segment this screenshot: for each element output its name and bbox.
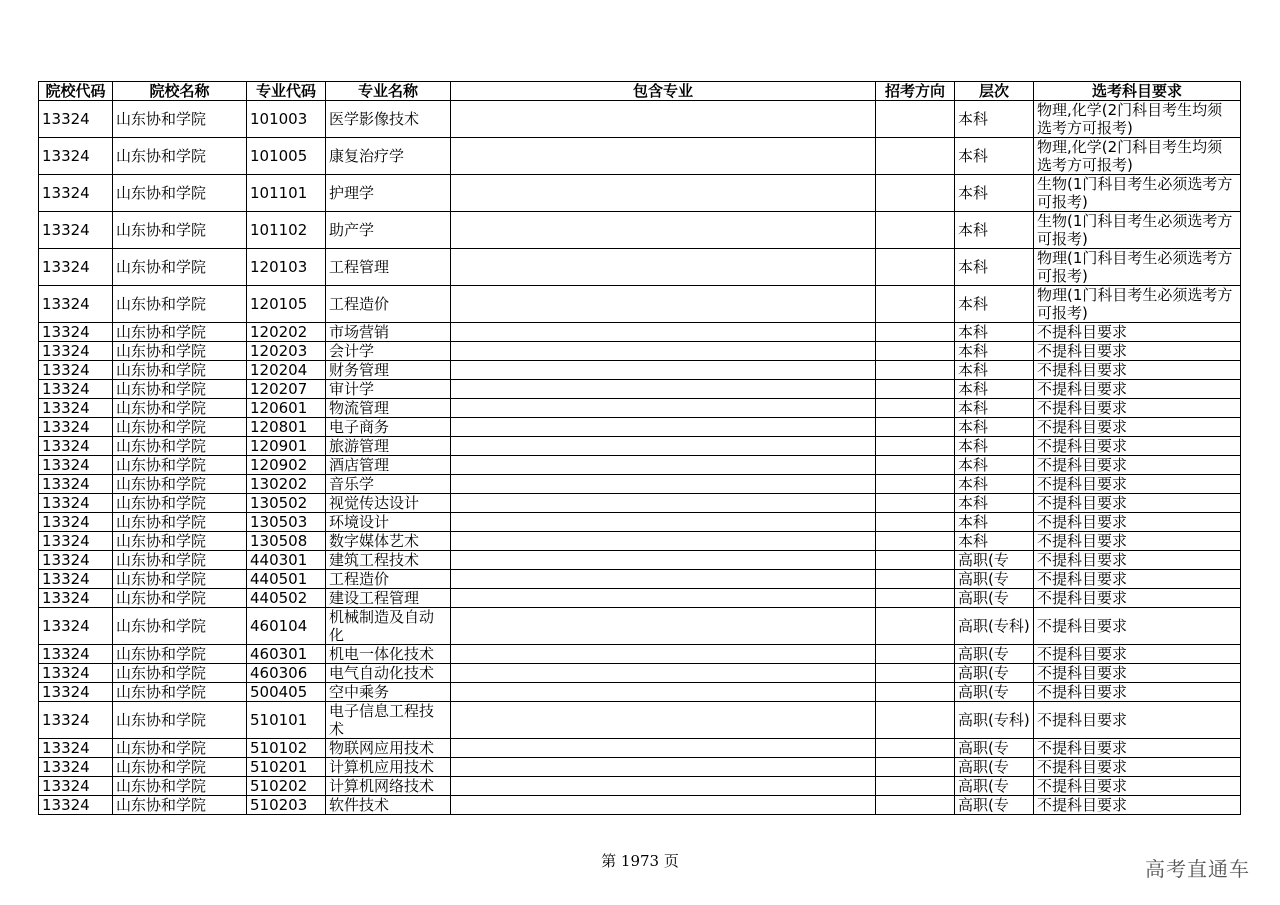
direction-cell [876, 570, 955, 589]
level-cell: 本科 [955, 249, 1034, 286]
major-name-cell: 空中乘务 [326, 683, 451, 702]
included-majors-cell [451, 323, 876, 342]
school-name-cell: 山东协和学院 [113, 212, 247, 249]
table-row [39, 323, 1241, 342]
subject-requirement-cell: 不提科目要求 [1034, 570, 1241, 589]
level-cell: 本科 [955, 399, 1034, 418]
table-row [39, 138, 1241, 175]
major-code-cell: 510201 [247, 758, 326, 777]
major-name-cell: 建设工程管理 [326, 589, 451, 608]
level-cell: 本科 [955, 437, 1034, 456]
level-cell: 本科 [955, 101, 1034, 138]
level-cell: 本科 [955, 494, 1034, 513]
included-majors-cell [451, 758, 876, 777]
major-code-cell: 101102 [247, 212, 326, 249]
subject-requirement-cell: 不提科目要求 [1034, 323, 1241, 342]
subject-requirement-cell: 物理,化学(2门科目考生均须选考方可报考) [1034, 138, 1241, 175]
level-cell: 高职(专 [955, 777, 1034, 796]
direction-cell [876, 551, 955, 570]
level-cell: 高职(专科) [955, 608, 1034, 645]
included-majors-cell [451, 286, 876, 323]
level-cell: 本科 [955, 175, 1034, 212]
school-name-cell: 山东协和学院 [113, 361, 247, 380]
major-name-cell: 助产学 [326, 212, 451, 249]
table-row [39, 437, 1241, 456]
level-cell: 高职(专 [955, 758, 1034, 777]
school-code-cell: 13324 [39, 664, 113, 683]
school-name-cell: 山东协和学院 [113, 323, 247, 342]
major-name-cell: 医学影像技术 [326, 101, 451, 138]
level-cell: 高职(专 [955, 796, 1034, 815]
school-code-cell: 13324 [39, 138, 113, 175]
included-majors-cell [451, 437, 876, 456]
direction-cell [876, 286, 955, 323]
table-row [39, 513, 1241, 532]
direction-cell [876, 342, 955, 361]
school-code-cell: 13324 [39, 645, 113, 664]
school-name-cell: 山东协和学院 [113, 456, 247, 475]
direction-cell [876, 249, 955, 286]
included-majors-cell [451, 570, 876, 589]
major-code-cell: 460306 [247, 664, 326, 683]
school-name-cell: 山东协和学院 [113, 475, 247, 494]
level-cell: 高职(专 [955, 551, 1034, 570]
subject-requirement-cell: 不提科目要求 [1034, 758, 1241, 777]
included-majors-cell [451, 342, 876, 361]
major-code-cell: 130502 [247, 494, 326, 513]
direction-cell [876, 702, 955, 739]
level-cell: 本科 [955, 323, 1034, 342]
direction-cell [876, 645, 955, 664]
major-code-cell: 101003 [247, 101, 326, 138]
header-included-majors: 包含专业 [451, 82, 876, 101]
subject-requirement-cell: 不提科目要求 [1034, 608, 1241, 645]
school-name-cell: 山东协和学院 [113, 138, 247, 175]
school-name-cell: 山东协和学院 [113, 683, 247, 702]
header-level: 层次 [955, 82, 1034, 101]
subject-requirement-cell: 不提科目要求 [1034, 456, 1241, 475]
major-name-cell: 物联网应用技术 [326, 739, 451, 758]
included-majors-cell [451, 456, 876, 475]
table-row [39, 101, 1241, 138]
school-code-cell: 13324 [39, 342, 113, 361]
major-name-cell: 旅游管理 [326, 437, 451, 456]
direction-cell [876, 739, 955, 758]
included-majors-cell [451, 138, 876, 175]
direction-cell [876, 664, 955, 683]
direction-cell [876, 361, 955, 380]
school-code-cell: 13324 [39, 608, 113, 645]
subject-requirement-cell: 不提科目要求 [1034, 645, 1241, 664]
table-row [39, 551, 1241, 570]
school-name-cell: 山东协和学院 [113, 175, 247, 212]
table-row [39, 702, 1241, 739]
included-majors-cell [451, 101, 876, 138]
table-row [39, 475, 1241, 494]
major-code-cell: 120204 [247, 361, 326, 380]
school-name-cell: 山东协和学院 [113, 645, 247, 664]
major-name-cell: 审计学 [326, 380, 451, 399]
included-majors-cell [451, 513, 876, 532]
subject-requirement-cell: 不提科目要求 [1034, 683, 1241, 702]
major-code-cell: 101101 [247, 175, 326, 212]
major-name-cell: 建筑工程技术 [326, 551, 451, 570]
major-code-cell: 120202 [247, 323, 326, 342]
subject-requirement-cell: 不提科目要求 [1034, 664, 1241, 683]
school-name-cell: 山东协和学院 [113, 380, 247, 399]
direction-cell [876, 683, 955, 702]
level-cell: 本科 [955, 361, 1034, 380]
school-code-cell: 13324 [39, 175, 113, 212]
table-row [39, 777, 1241, 796]
level-cell: 本科 [955, 342, 1034, 361]
table-row [39, 361, 1241, 380]
major-code-cell: 440301 [247, 551, 326, 570]
major-code-cell: 120105 [247, 286, 326, 323]
header-major-name: 专业名称 [326, 82, 451, 101]
major-name-cell: 电气自动化技术 [326, 664, 451, 683]
subject-requirement-cell: 不提科目要求 [1034, 380, 1241, 399]
subject-requirement-cell: 不提科目要求 [1034, 418, 1241, 437]
header-school-code: 院校代码 [39, 82, 113, 101]
table-row [39, 739, 1241, 758]
school-code-cell: 13324 [39, 494, 113, 513]
major-name-cell: 酒店管理 [326, 456, 451, 475]
direction-cell [876, 456, 955, 475]
school-code-cell: 13324 [39, 437, 113, 456]
school-code-cell: 13324 [39, 796, 113, 815]
included-majors-cell [451, 249, 876, 286]
school-code-cell: 13324 [39, 758, 113, 777]
table-row [39, 399, 1241, 418]
direction-cell [876, 212, 955, 249]
direction-cell [876, 323, 955, 342]
subject-requirement-cell: 物理(1门科目考生必须选考方可报考) [1034, 286, 1241, 323]
table-row [39, 664, 1241, 683]
subject-requirement-cell: 不提科目要求 [1034, 796, 1241, 815]
table-row [39, 608, 1241, 645]
school-code-cell: 13324 [39, 399, 113, 418]
included-majors-cell [451, 212, 876, 249]
school-code-cell: 13324 [39, 380, 113, 399]
included-majors-cell [451, 683, 876, 702]
school-name-cell: 山东协和学院 [113, 249, 247, 286]
direction-cell [876, 494, 955, 513]
table-row [39, 212, 1241, 249]
major-code-cell: 510102 [247, 739, 326, 758]
subject-requirement-cell: 不提科目要求 [1034, 551, 1241, 570]
major-name-cell: 工程造价 [326, 570, 451, 589]
table-row [39, 758, 1241, 777]
table-row [39, 249, 1241, 286]
major-code-cell: 500405 [247, 683, 326, 702]
major-name-cell: 机电一体化技术 [326, 645, 451, 664]
subject-requirement-cell: 不提科目要求 [1034, 702, 1241, 739]
table-header-row [39, 82, 1241, 101]
school-code-cell: 13324 [39, 456, 113, 475]
school-code-cell: 13324 [39, 475, 113, 494]
level-cell: 高职(专 [955, 739, 1034, 758]
school-name-cell: 山东协和学院 [113, 608, 247, 645]
level-cell: 高职(专 [955, 570, 1034, 589]
school-name-cell: 山东协和学院 [113, 570, 247, 589]
major-code-cell: 130503 [247, 513, 326, 532]
school-name-cell: 山东协和学院 [113, 418, 247, 437]
subject-requirement-cell: 物理(1门科目考生必须选考方可报考) [1034, 249, 1241, 286]
level-cell: 本科 [955, 380, 1034, 399]
direction-cell [876, 513, 955, 532]
subject-requirement-cell: 不提科目要求 [1034, 513, 1241, 532]
page-number: 第 1973 页 [601, 852, 679, 870]
subject-requirement-cell: 不提科目要求 [1034, 739, 1241, 758]
subject-requirement-cell: 不提科目要求 [1034, 475, 1241, 494]
table-body [39, 101, 1241, 815]
major-name-cell: 数字媒体艺术 [326, 532, 451, 551]
included-majors-cell [451, 551, 876, 570]
major-name-cell: 护理学 [326, 175, 451, 212]
subject-requirement-cell: 不提科目要求 [1034, 777, 1241, 796]
direction-cell [876, 101, 955, 138]
major-code-cell: 120902 [247, 456, 326, 475]
level-cell: 高职(专 [955, 645, 1034, 664]
school-code-cell: 13324 [39, 532, 113, 551]
subject-requirement-cell: 不提科目要求 [1034, 589, 1241, 608]
direction-cell [876, 399, 955, 418]
major-code-cell: 120801 [247, 418, 326, 437]
table-row [39, 418, 1241, 437]
school-name-cell: 山东协和学院 [113, 494, 247, 513]
school-name-cell: 山东协和学院 [113, 589, 247, 608]
header-major-code: 专业代码 [247, 82, 326, 101]
level-cell: 高职(专 [955, 664, 1034, 683]
level-cell: 本科 [955, 456, 1034, 475]
level-cell: 高职(专 [955, 589, 1034, 608]
major-name-cell: 工程管理 [326, 249, 451, 286]
included-majors-cell [451, 739, 876, 758]
watermark-text: 高考直通车 [1145, 857, 1250, 881]
major-name-cell: 市场营销 [326, 323, 451, 342]
school-code-cell: 13324 [39, 683, 113, 702]
included-majors-cell [451, 399, 876, 418]
table-row [39, 570, 1241, 589]
table-row [39, 532, 1241, 551]
major-name-cell: 机械制造及自动化 [326, 608, 451, 645]
school-name-cell: 山东协和学院 [113, 532, 247, 551]
school-code-cell: 13324 [39, 249, 113, 286]
included-majors-cell [451, 494, 876, 513]
table-row [39, 796, 1241, 815]
major-name-cell: 环境设计 [326, 513, 451, 532]
school-name-cell: 山东协和学院 [113, 664, 247, 683]
school-name-cell: 山东协和学院 [113, 513, 247, 532]
school-code-cell: 13324 [39, 418, 113, 437]
major-code-cell: 130202 [247, 475, 326, 494]
subject-requirement-cell: 物理,化学(2门科目考生均须选考方可报考) [1034, 101, 1241, 138]
major-code-cell: 120601 [247, 399, 326, 418]
direction-cell [876, 380, 955, 399]
major-name-cell: 工程造价 [326, 286, 451, 323]
major-code-cell: 101005 [247, 138, 326, 175]
direction-cell [876, 175, 955, 212]
major-code-cell: 120203 [247, 342, 326, 361]
direction-cell [876, 758, 955, 777]
major-name-cell: 会计学 [326, 342, 451, 361]
level-cell: 本科 [955, 138, 1034, 175]
major-name-cell: 电子信息工程技术 [326, 702, 451, 739]
major-code-cell: 120207 [247, 380, 326, 399]
school-code-cell: 13324 [39, 739, 113, 758]
direction-cell [876, 437, 955, 456]
school-code-cell: 13324 [39, 589, 113, 608]
level-cell: 本科 [955, 475, 1034, 494]
major-name-cell: 视觉传达设计 [326, 494, 451, 513]
level-cell: 本科 [955, 513, 1034, 532]
table-row [39, 589, 1241, 608]
school-name-cell: 山东协和学院 [113, 758, 247, 777]
included-majors-cell [451, 380, 876, 399]
school-name-cell: 山东协和学院 [113, 101, 247, 138]
school-code-cell: 13324 [39, 570, 113, 589]
major-code-cell: 510202 [247, 777, 326, 796]
level-cell: 高职(专 [955, 683, 1034, 702]
included-majors-cell [451, 589, 876, 608]
header-direction: 招考方向 [876, 82, 955, 101]
table-row [39, 175, 1241, 212]
school-code-cell: 13324 [39, 702, 113, 739]
major-code-cell: 440501 [247, 570, 326, 589]
school-name-cell: 山东协和学院 [113, 777, 247, 796]
major-name-cell: 计算机网络技术 [326, 777, 451, 796]
subject-requirement-cell: 不提科目要求 [1034, 361, 1241, 380]
direction-cell [876, 418, 955, 437]
major-name-cell: 财务管理 [326, 361, 451, 380]
subject-requirement-cell: 生物(1门科目考生必须选考方可报考) [1034, 212, 1241, 249]
table-row [39, 456, 1241, 475]
school-name-cell: 山东协和学院 [113, 551, 247, 570]
subject-requirement-cell: 不提科目要求 [1034, 494, 1241, 513]
table-row [39, 342, 1241, 361]
direction-cell [876, 475, 955, 494]
major-name-cell: 电子商务 [326, 418, 451, 437]
subject-requirement-cell: 不提科目要求 [1034, 437, 1241, 456]
included-majors-cell [451, 418, 876, 437]
major-name-cell: 计算机应用技术 [326, 758, 451, 777]
major-code-cell: 120901 [247, 437, 326, 456]
direction-cell [876, 796, 955, 815]
school-code-cell: 13324 [39, 323, 113, 342]
school-code-cell: 13324 [39, 101, 113, 138]
table-row [39, 286, 1241, 323]
included-majors-cell [451, 532, 876, 551]
major-code-cell: 510203 [247, 796, 326, 815]
school-code-cell: 13324 [39, 777, 113, 796]
included-majors-cell [451, 361, 876, 380]
subject-requirement-cell: 不提科目要求 [1034, 532, 1241, 551]
included-majors-cell [451, 645, 876, 664]
school-name-cell: 山东协和学院 [113, 739, 247, 758]
school-name-cell: 山东协和学院 [113, 342, 247, 361]
school-code-cell: 13324 [39, 361, 113, 380]
table-row [39, 380, 1241, 399]
direction-cell [876, 532, 955, 551]
school-code-cell: 13324 [39, 551, 113, 570]
major-code-cell: 130508 [247, 532, 326, 551]
subject-requirement-cell: 不提科目要求 [1034, 342, 1241, 361]
direction-cell [876, 777, 955, 796]
major-name-cell: 音乐学 [326, 475, 451, 494]
school-code-cell: 13324 [39, 286, 113, 323]
included-majors-cell [451, 702, 876, 739]
major-code-cell: 460104 [247, 608, 326, 645]
level-cell: 高职(专科) [955, 702, 1034, 739]
major-code-cell: 120103 [247, 249, 326, 286]
school-code-cell: 13324 [39, 513, 113, 532]
header-subject-requirement: 选考科目要求 [1034, 82, 1241, 101]
school-name-cell: 山东协和学院 [113, 399, 247, 418]
table-row [39, 683, 1241, 702]
school-name-cell: 山东协和学院 [113, 286, 247, 323]
included-majors-cell [451, 475, 876, 494]
level-cell: 本科 [955, 418, 1034, 437]
level-cell: 本科 [955, 212, 1034, 249]
subject-requirement-cell: 不提科目要求 [1034, 399, 1241, 418]
included-majors-cell [451, 796, 876, 815]
school-code-cell: 13324 [39, 212, 113, 249]
table-row [39, 494, 1241, 513]
major-name-cell: 软件技术 [326, 796, 451, 815]
major-code-cell: 510101 [247, 702, 326, 739]
major-name-cell: 康复治疗学 [326, 138, 451, 175]
subject-requirement-cell: 生物(1门科目考生必须选考方可报考) [1034, 175, 1241, 212]
included-majors-cell [451, 608, 876, 645]
direction-cell [876, 589, 955, 608]
direction-cell [876, 138, 955, 175]
major-name-cell: 物流管理 [326, 399, 451, 418]
direction-cell [876, 608, 955, 645]
admission-table [38, 81, 1241, 815]
included-majors-cell [451, 777, 876, 796]
school-name-cell: 山东协和学院 [113, 437, 247, 456]
included-majors-cell [451, 664, 876, 683]
major-code-cell: 460301 [247, 645, 326, 664]
included-majors-cell [451, 175, 876, 212]
header-school-name: 院校名称 [113, 82, 247, 101]
school-name-cell: 山东协和学院 [113, 796, 247, 815]
major-code-cell: 440502 [247, 589, 326, 608]
school-name-cell: 山东协和学院 [113, 702, 247, 739]
level-cell: 本科 [955, 286, 1034, 323]
table-row [39, 645, 1241, 664]
level-cell: 本科 [955, 532, 1034, 551]
